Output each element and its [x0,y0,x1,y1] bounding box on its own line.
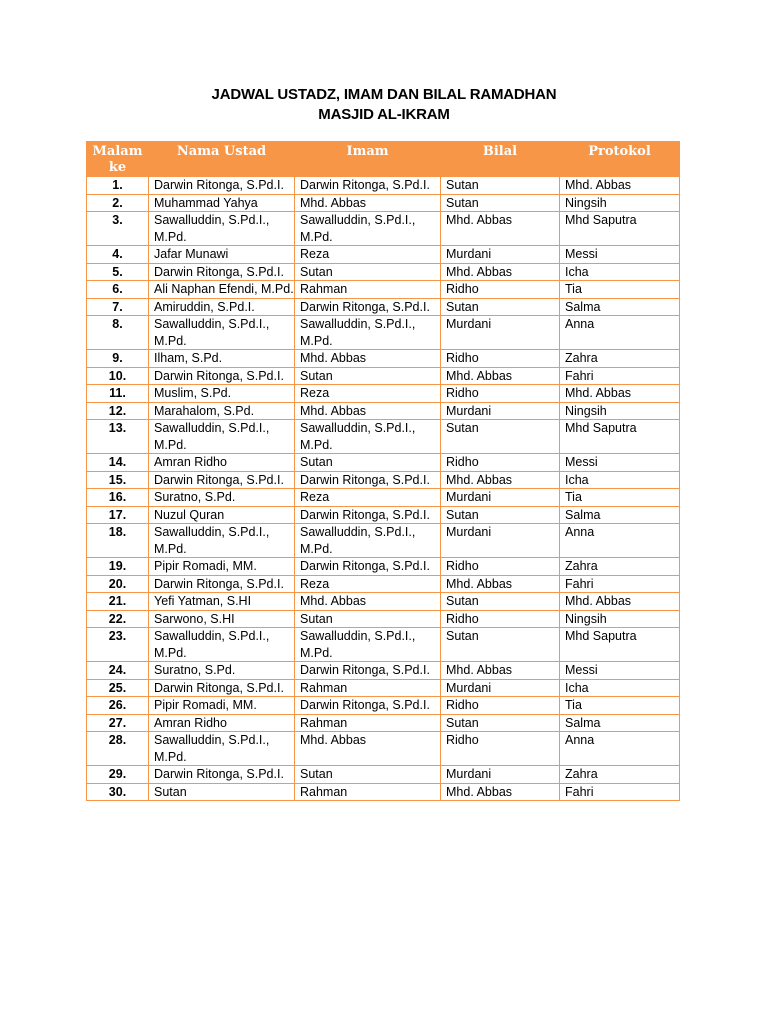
cell-bilal: Ridho [441,385,560,403]
table-row [87,732,680,766]
cell-nama-ustad: Sawalluddin, S.Pd.I., M.Pd. [149,628,295,662]
table-body [87,177,680,801]
cell-nama-ustad: Ali Naphan Efendi, M.Pd. [149,281,295,299]
cell-nama-ustad: Muslim, S.Pd. [149,385,295,403]
header-imam: Imam [295,142,441,177]
cell-nama-ustad: Darwin Ritonga, S.Pd.I. [149,367,295,385]
table-row [87,367,680,385]
cell-imam: Darwin Ritonga, S.Pd.I. [295,298,441,316]
cell-protokol: Tia [560,697,680,715]
cell-malam-ke: 29. [87,766,149,784]
cell-imam: Sawalluddin, S.Pd.I., M.Pd. [295,420,441,454]
cell-protokol: Mhd. Abbas [560,385,680,403]
cell-imam: Mhd. Abbas [295,593,441,611]
cell-nama-ustad: Darwin Ritonga, S.Pd.I. [149,679,295,697]
table-row [87,385,680,403]
document-title: JADWAL USTADZ, IMAM DAN BILAL RAMADHAN [211,86,557,103]
cell-malam-ke: 11. [87,385,149,403]
cell-malam-ke: 26. [87,697,149,715]
header-malam-ke: Malam ke [87,142,149,177]
cell-protokol: Mhd Saputra [560,628,680,662]
cell-bilal: Murdani [441,246,560,264]
cell-bilal: Ridho [441,281,560,299]
cell-protokol: Mhd. Abbas [560,177,680,195]
cell-malam-ke: 7. [87,298,149,316]
table-row [87,783,680,801]
cell-imam: Sutan [295,766,441,784]
table-row [87,298,680,316]
cell-imam: Rahman [295,679,441,697]
cell-nama-ustad: Amran Ridho [149,714,295,732]
cell-bilal: Murdani [441,766,560,784]
cell-bilal: Ridho [441,610,560,628]
cell-bilal: Murdani [441,489,560,507]
cell-nama-ustad: Sawalluddin, S.Pd.I., M.Pd. [149,212,295,246]
table-row [87,177,680,195]
cell-bilal: Mhd. Abbas [441,367,560,385]
cell-bilal: Mhd. Abbas [441,783,560,801]
cell-imam: Darwin Ritonga, S.Pd.I. [295,697,441,715]
table-row [87,697,680,715]
cell-protokol: Messi [560,454,680,472]
cell-protokol: Fahri [560,367,680,385]
cell-imam: Reza [295,385,441,403]
cell-bilal: Murdani [441,316,560,350]
cell-imam: Darwin Ritonga, S.Pd.I. [295,558,441,576]
cell-protokol: Salma [560,298,680,316]
cell-imam: Rahman [295,281,441,299]
cell-nama-ustad: Ilham, S.Pd. [149,350,295,368]
cell-bilal: Murdani [441,679,560,697]
cell-malam-ke: 17. [87,506,149,524]
cell-imam: Sawalluddin, S.Pd.I., M.Pd. [295,212,441,246]
cell-protokol: Anna [560,316,680,350]
cell-protokol: Mhd Saputra [560,212,680,246]
cell-protokol: Icha [560,679,680,697]
cell-protokol: Anna [560,524,680,558]
cell-nama-ustad: Sawalluddin, S.Pd.I., M.Pd. [149,420,295,454]
cell-nama-ustad: Darwin Ritonga, S.Pd.I. [149,575,295,593]
header-nama-ustad: Nama Ustad [149,142,295,177]
cell-protokol: Salma [560,506,680,524]
cell-malam-ke: 19. [87,558,149,576]
cell-protokol: Ningsih [560,610,680,628]
cell-imam: Darwin Ritonga, S.Pd.I. [295,471,441,489]
cell-bilal: Ridho [441,454,560,472]
cell-imam: Mhd. Abbas [295,732,441,766]
cell-imam: Sawalluddin, S.Pd.I., M.Pd. [295,316,441,350]
cell-nama-ustad: Pipir Romadi, MM. [149,558,295,576]
cell-bilal: Ridho [441,732,560,766]
cell-protokol: Tia [560,281,680,299]
table-row [87,489,680,507]
cell-malam-ke: 13. [87,420,149,454]
table-row [87,281,680,299]
table-row [87,420,680,454]
table-row [87,263,680,281]
cell-bilal: Sutan [441,298,560,316]
cell-nama-ustad: Darwin Ritonga, S.Pd.I. [149,471,295,489]
cell-bilal: Sutan [441,194,560,212]
document-subtitle: MASJID AL-IKRAM [318,106,450,123]
cell-imam: Sutan [295,610,441,628]
cell-bilal: Sutan [441,714,560,732]
cell-malam-ke: 25. [87,679,149,697]
cell-imam: Sawalluddin, S.Pd.I., M.Pd. [295,524,441,558]
cell-imam: Sutan [295,263,441,281]
cell-protokol: Ningsih [560,402,680,420]
cell-malam-ke: 12. [87,402,149,420]
cell-bilal: Sutan [441,506,560,524]
cell-imam: Darwin Ritonga, S.Pd.I. [295,177,441,195]
cell-protokol: Messi [560,662,680,680]
table-row [87,454,680,472]
cell-protokol: Tia [560,489,680,507]
cell-malam-ke: 3. [87,212,149,246]
cell-imam: Darwin Ritonga, S.Pd.I. [295,506,441,524]
cell-malam-ke: 2. [87,194,149,212]
table-header-row [87,142,680,177]
cell-imam: Mhd. Abbas [295,350,441,368]
cell-nama-ustad: Amran Ridho [149,454,295,472]
table-row [87,714,680,732]
table-row [87,610,680,628]
cell-malam-ke: 22. [87,610,149,628]
cell-nama-ustad: Darwin Ritonga, S.Pd.I. [149,263,295,281]
cell-imam: Sawalluddin, S.Pd.I., M.Pd. [295,628,441,662]
cell-bilal: Ridho [441,350,560,368]
header-bilal: Bilal [441,142,560,177]
cell-protokol: Mhd. Abbas [560,593,680,611]
cell-bilal: Ridho [441,697,560,715]
cell-imam: Rahman [295,714,441,732]
cell-protokol: Zahra [560,558,680,576]
cell-malam-ke: 9. [87,350,149,368]
cell-imam: Reza [295,489,441,507]
cell-malam-ke: 20. [87,575,149,593]
cell-malam-ke: 16. [87,489,149,507]
cell-nama-ustad: Sawalluddin, S.Pd.I., M.Pd. [149,316,295,350]
cell-malam-ke: 10. [87,367,149,385]
cell-malam-ke: 30. [87,783,149,801]
cell-imam: Darwin Ritonga, S.Pd.I. [295,662,441,680]
table-row [87,194,680,212]
cell-malam-ke: 14. [87,454,149,472]
cell-protokol: Mhd Saputra [560,420,680,454]
cell-malam-ke: 4. [87,246,149,264]
cell-nama-ustad: Suratno, S.Pd. [149,662,295,680]
cell-nama-ustad: Amiruddin, S.Pd.I. [149,298,295,316]
table-row [87,662,680,680]
table-row [87,679,680,697]
cell-protokol: Messi [560,246,680,264]
table-row [87,593,680,611]
cell-nama-ustad: Yefi Yatman, S.HI [149,593,295,611]
cell-bilal: Sutan [441,420,560,454]
cell-bilal: Mhd. Abbas [441,575,560,593]
cell-bilal: Sutan [441,628,560,662]
cell-protokol: Zahra [560,350,680,368]
cell-malam-ke: 23. [87,628,149,662]
table-row [87,316,680,350]
cell-nama-ustad: Marahalom, S.Pd. [149,402,295,420]
cell-bilal: Mhd. Abbas [441,263,560,281]
cell-malam-ke: 15. [87,471,149,489]
cell-imam: Sutan [295,367,441,385]
cell-nama-ustad: Sutan [149,783,295,801]
cell-protokol: Salma [560,714,680,732]
cell-nama-ustad: Nuzul Quran [149,506,295,524]
cell-bilal: Ridho [441,558,560,576]
cell-bilal: Mhd. Abbas [441,471,560,489]
cell-bilal: Mhd. Abbas [441,212,560,246]
cell-malam-ke: 21. [87,593,149,611]
cell-nama-ustad: Darwin Ritonga, S.Pd.I. [149,177,295,195]
table-row [87,471,680,489]
cell-malam-ke: 27. [87,714,149,732]
cell-malam-ke: 5. [87,263,149,281]
cell-nama-ustad: Sarwono, S.HI [149,610,295,628]
cell-imam: Reza [295,575,441,593]
cell-malam-ke: 24. [87,662,149,680]
cell-malam-ke: 18. [87,524,149,558]
header-protokol: Protokol [560,142,680,177]
cell-imam: Reza [295,246,441,264]
table-row [87,628,680,662]
cell-nama-ustad: Sawalluddin, S.Pd.I., M.Pd. [149,524,295,558]
cell-malam-ke: 6. [87,281,149,299]
cell-protokol: Ningsih [560,194,680,212]
cell-protokol: Fahri [560,783,680,801]
table-row [87,402,680,420]
cell-malam-ke: 28. [87,732,149,766]
cell-malam-ke: 8. [87,316,149,350]
cell-protokol: Icha [560,471,680,489]
cell-protokol: Fahri [560,575,680,593]
cell-protokol: Zahra [560,766,680,784]
cell-nama-ustad: Sawalluddin, S.Pd.I., M.Pd. [149,732,295,766]
cell-nama-ustad: Suratno, S.Pd. [149,489,295,507]
cell-bilal: Sutan [441,177,560,195]
schedule-table [86,141,680,801]
cell-imam: Rahman [295,783,441,801]
cell-imam: Mhd. Abbas [295,194,441,212]
cell-bilal: Mhd. Abbas [441,662,560,680]
table-row [87,212,680,246]
cell-malam-ke: 1. [87,177,149,195]
table-row [87,246,680,264]
cell-bilal: Murdani [441,402,560,420]
table-row [87,506,680,524]
cell-protokol: Icha [560,263,680,281]
cell-nama-ustad: Jafar Munawi [149,246,295,264]
table-row [87,766,680,784]
table-row [87,350,680,368]
table-row [87,575,680,593]
cell-imam: Sutan [295,454,441,472]
cell-imam: Mhd. Abbas [295,402,441,420]
table-row [87,558,680,576]
cell-nama-ustad: Muhammad Yahya [149,194,295,212]
table-row [87,524,680,558]
cell-bilal: Sutan [441,593,560,611]
cell-protokol: Anna [560,732,680,766]
cell-bilal: Murdani [441,524,560,558]
cell-nama-ustad: Darwin Ritonga, S.Pd.I. [149,766,295,784]
cell-nama-ustad: Pipir Romadi, MM. [149,697,295,715]
